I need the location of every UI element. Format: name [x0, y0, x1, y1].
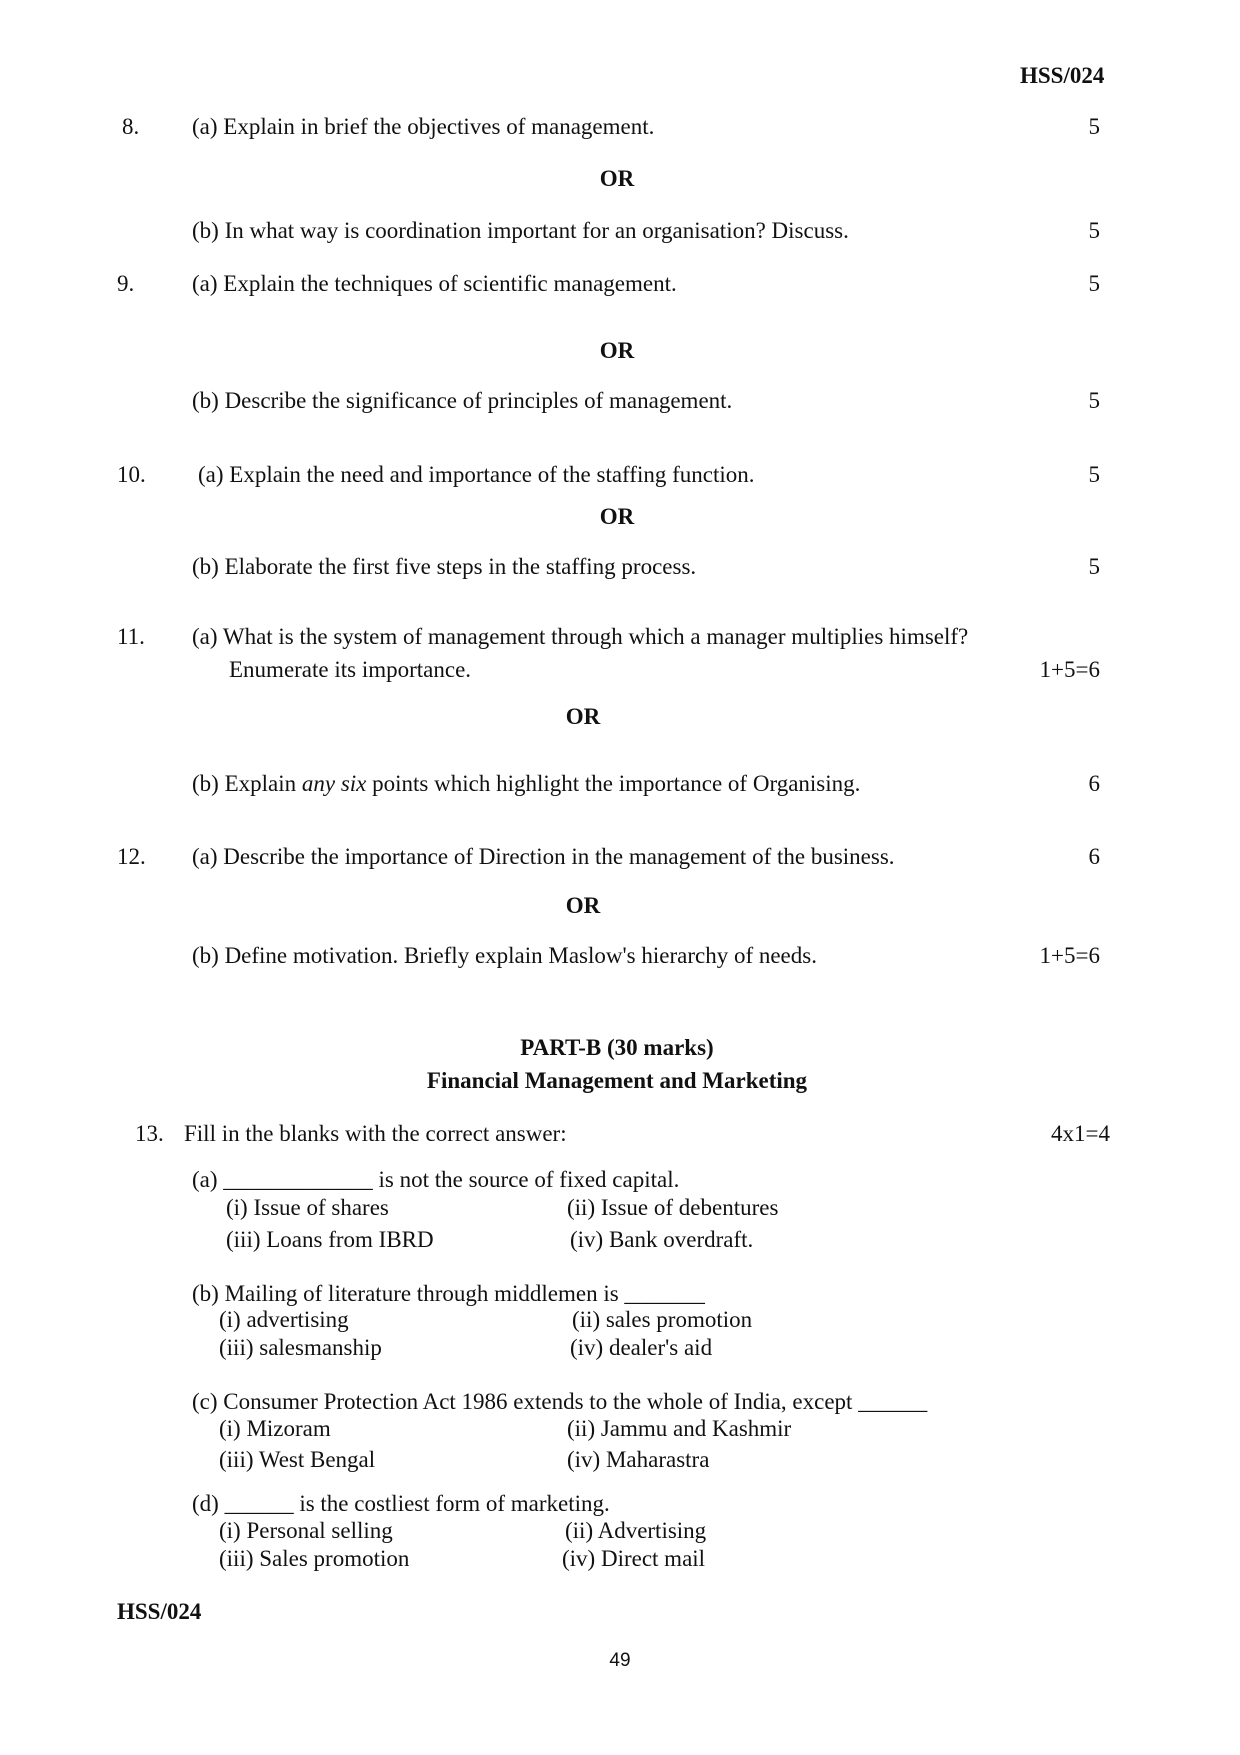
question-8b: (b) In what way is coordination important for an organisation? Discuss. [192, 218, 849, 243]
mcq-option: (i) advertising [219, 1307, 349, 1332]
part-title: PART-B (30 marks) [520, 1035, 714, 1060]
mcq-stem-d: (d) ______ is the costliest form of marketing. [192, 1491, 610, 1516]
question-11a-line1: (a) What is the system of management through which a manager multiplies himself? [192, 624, 969, 649]
question-10a: (a) Explain the need and importance of the staffing function. [198, 462, 755, 487]
mcq-option: (iii) Sales promotion [219, 1546, 410, 1571]
question-11b: (b) Explain any six points which highlight the importance of Organising. [192, 771, 861, 796]
question-number: 9. [117, 271, 135, 296]
mcq-option: (i) Mizoram [219, 1416, 331, 1441]
footer-code: HSS/024 [117, 1599, 202, 1624]
question-10b: (b) Elaborate the first five steps in the staffing process. [192, 554, 697, 579]
marks: 1+5=6 [1039, 943, 1100, 968]
or-separator: OR [599, 338, 635, 363]
question-number: 13. [135, 1121, 164, 1146]
or-separator: OR [599, 504, 635, 529]
mcq-option: (ii) Advertising [565, 1518, 707, 1543]
marks: 5 [1088, 271, 1100, 296]
mcq-option: (ii) sales promotion [572, 1307, 753, 1332]
mcq-stem-b: (b) Mailing of literature through middlemen is _______ [192, 1281, 705, 1306]
mcq-option: (iii) salesmanship [219, 1335, 382, 1360]
or-separator: OR [565, 704, 601, 729]
question-9a: (a) Explain the techniques of scientific management. [192, 271, 677, 296]
marks: 6 [1088, 771, 1100, 796]
marks: 4x1=4 [1051, 1121, 1110, 1146]
question-11a-line2: Enumerate its importance. [229, 657, 472, 682]
mcq-option: (iv) Bank overdraft. [570, 1227, 754, 1252]
or-separator: OR [565, 893, 601, 918]
marks: 5 [1088, 462, 1100, 487]
mcq-option: (iii) Loans from IBRD [226, 1227, 434, 1252]
mcq-option: (iv) dealer's aid [570, 1335, 713, 1360]
mcq-stem-a: (a) _____________ is not the source of fixed capital. [192, 1167, 680, 1192]
question-9b: (b) Describe the significance of principles of management. [192, 388, 733, 413]
question-number: 10. [117, 462, 146, 487]
question-number: 12. [117, 844, 146, 869]
or-separator: OR [599, 166, 635, 191]
question-12a: (a) Describe the importance of Direction in the management of the business. [192, 844, 895, 869]
question-13: Fill in the blanks with the correct answer: [184, 1121, 567, 1146]
mcq-option: (ii) Issue of debentures [567, 1195, 779, 1220]
mcq-option: (i) Personal selling [219, 1518, 393, 1543]
marks: 5 [1088, 218, 1100, 243]
header-code: HSS/024 [1020, 63, 1105, 88]
question-number: 8. [122, 114, 140, 139]
mcq-option: (iv) Direct mail [562, 1546, 706, 1571]
marks: 5 [1088, 554, 1100, 579]
marks: 1+5=6 [1039, 657, 1100, 682]
part-subtitle: Financial Management and Marketing [426, 1068, 808, 1093]
mcq-option: (iv) Maharastra [567, 1447, 710, 1472]
question-12b: (b) Define motivation. Briefly explain Maslow's hierarchy of needs. [192, 943, 817, 968]
mcq-option: (iii) West Bengal [219, 1447, 376, 1472]
marks: 5 [1088, 114, 1100, 139]
mcq-stem-c: (c) Consumer Protection Act 1986 extends to the whole of India, except ______ [192, 1389, 928, 1414]
page-number: 49 [609, 1650, 631, 1671]
marks: 5 [1088, 388, 1100, 413]
mcq-option: (ii) Jammu and Kashmir [567, 1416, 792, 1441]
marks: 6 [1088, 844, 1100, 869]
mcq-option: (i) Issue of shares [226, 1195, 389, 1220]
question-number: 11. [117, 624, 145, 649]
question-8a: (a) Explain in brief the objectives of management. [192, 114, 655, 139]
